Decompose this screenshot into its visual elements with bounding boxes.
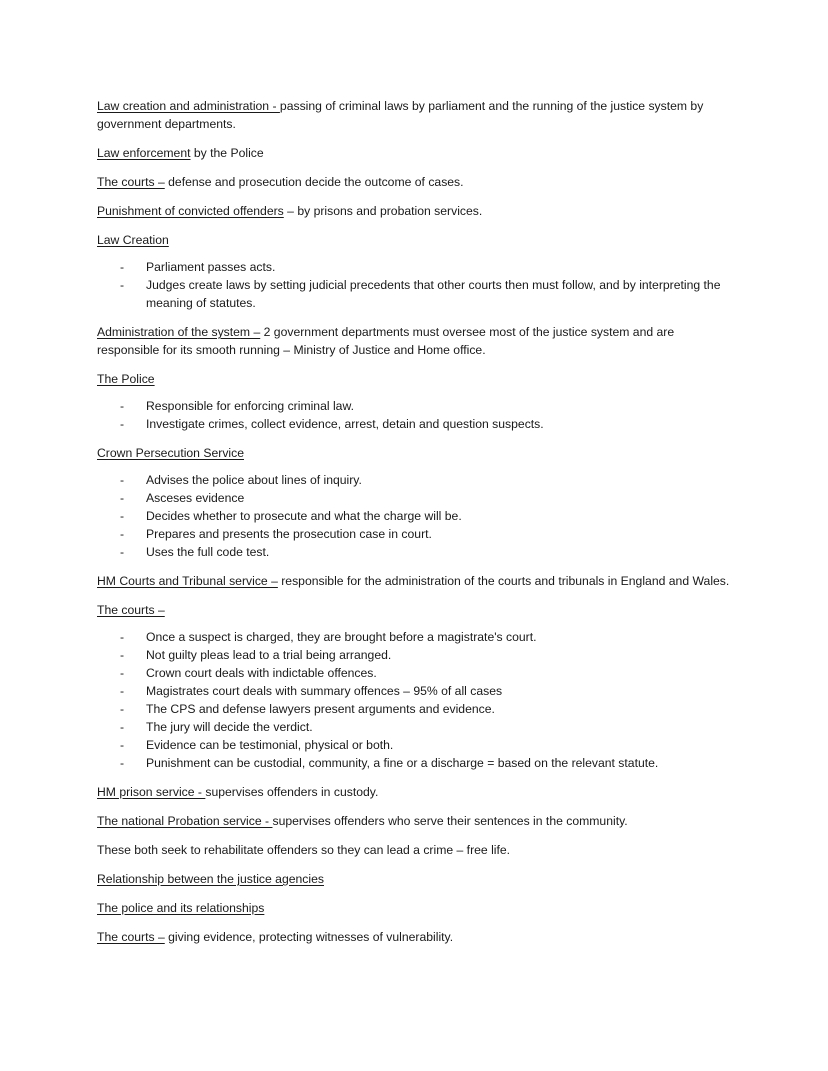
paragraph-law-creation-administration [97,97,737,133]
paragraph-probation-service [97,812,737,830]
heading-law-enforcement: Law enforcement [97,146,191,160]
dash-bullet: - [120,473,125,487]
dash-bullet: - [120,738,125,752]
heading-police-relationships: The police and its relationships [97,901,265,915]
list-item: - Evidence can be testimonial, physical or both. [120,738,394,752]
list-police [97,397,737,433]
heading-law-creation-administration: Law creation and administration - [97,99,280,113]
heading-cps-section [97,444,737,462]
text-law-creation-administration: passing of criminal laws by parliament and the running of the justice system by government departments. [97,99,704,131]
paragraph-courts-relationship [97,928,737,946]
dash-bullet: - [120,260,125,274]
text-punishment: – by prisons and probation services. [283,204,483,218]
dash-bullet: - [120,648,125,662]
dash-bullet: - [120,527,125,541]
heading-crown-persecution-service: Crown Persecution Service [97,446,244,460]
heading-police-section [97,370,737,388]
text-probation-service: supervises offenders who serve their sentences in the community. [272,814,628,828]
dash-bullet: - [120,666,125,680]
list-item: - The CPS and defense lawyers present arguments and evidence. [120,702,495,716]
heading-the-courts: The courts – [97,175,165,189]
heading-prison-service: HM prison service - [97,785,206,799]
heading-administration: Administration of the system – [97,325,261,339]
list-item: - Advises the police about lines of inquiry. [120,473,362,487]
dash-bullet: - [120,399,125,413]
list-courts [97,628,737,772]
text-the-courts: defense and prosecution decide the outcome of cases. [164,175,464,189]
heading-relationship-section [97,870,737,888]
text-hmcts: responsible for the administration of the courts and tribunals in England and Wales. [277,574,730,588]
list-item: - Crown court deals with indictable offences. [120,666,377,680]
list-item: - Not guilty pleas lead to a trial being arranged. [120,648,392,662]
paragraph-punishment [97,202,737,220]
paragraph-the-courts [97,173,737,191]
list-item: - Asceses evidence [120,491,245,505]
list-law-creation [97,258,737,312]
list-item: - Judges create laws by setting judicial precedents that other courts then must follow, and by interpreting the meaning of statutes. [120,278,721,310]
paragraph-administration [97,323,737,359]
paragraph-rehabilitate [97,841,737,859]
dash-bullet: - [120,756,125,770]
dash-bullet: - [120,702,125,716]
text-law-enforcement: by the Police [190,146,264,160]
text-courts-relationship: giving evidence, protecting witnesses of vulnerability. [164,930,454,944]
list-item: - Punishment can be custodial, community, a fine or a discharge = based on the relevant statute. [120,756,659,770]
heading-courts-section [97,601,737,619]
heading-law-creation: Law Creation [97,233,169,247]
dash-bullet: - [120,630,125,644]
list-item: - Prepares and presents the prosecution case in court. [120,527,432,541]
dash-bullet: - [120,509,125,523]
heading-courts-relationship: The courts – [97,930,165,944]
dash-bullet: - [120,545,125,559]
dash-bullet: - [120,417,125,431]
dash-bullet: - [120,491,125,505]
text-prison-service: supervises offenders in custody. [205,785,379,799]
text-administration: 2 government departments must oversee most of the justice system and are responsible for its smooth running – Ministry of Justice and Home office. [97,325,675,357]
paragraph-hmcts [97,572,737,590]
heading-probation-service: The national Probation service - [97,814,273,828]
heading-punishment: Punishment of convicted offenders [97,204,284,218]
heading-courts-list: The courts – [97,603,165,617]
dash-bullet: - [120,278,125,292]
list-item: - Uses the full code test. [120,545,270,559]
dash-bullet: - [120,684,125,698]
list-cps [97,471,737,561]
list-item: - Magistrates court deals with summary offences – 95% of all cases [120,684,503,698]
list-item: - Responsible for enforcing criminal law. [120,399,354,413]
paragraph-law-enforcement [97,144,737,162]
heading-the-police: The Police [97,372,155,386]
list-item: - The jury will decide the verdict. [120,720,313,734]
list-item: - Investigate crimes, collect evidence, arrest, detain and question suspects. [120,417,544,431]
list-item: - Parliament passes acts. [120,260,276,274]
heading-law-creation-section [97,231,737,249]
heading-hmcts: HM Courts and Tribunal service – [97,574,278,588]
list-item: - Decides whether to prosecute and what the charge will be. [120,509,462,523]
list-item: - Once a suspect is charged, they are brought before a magistrate's court. [120,630,537,644]
heading-relationship: Relationship between the justice agencies [97,872,324,886]
text-rehabilitate: These both seek to rehabilitate offenders so they can lead a crime – free life. [97,843,511,857]
heading-police-relationships-section [97,899,737,917]
dash-bullet: - [120,720,125,734]
paragraph-prison-service [97,783,737,801]
document-page [97,97,737,957]
